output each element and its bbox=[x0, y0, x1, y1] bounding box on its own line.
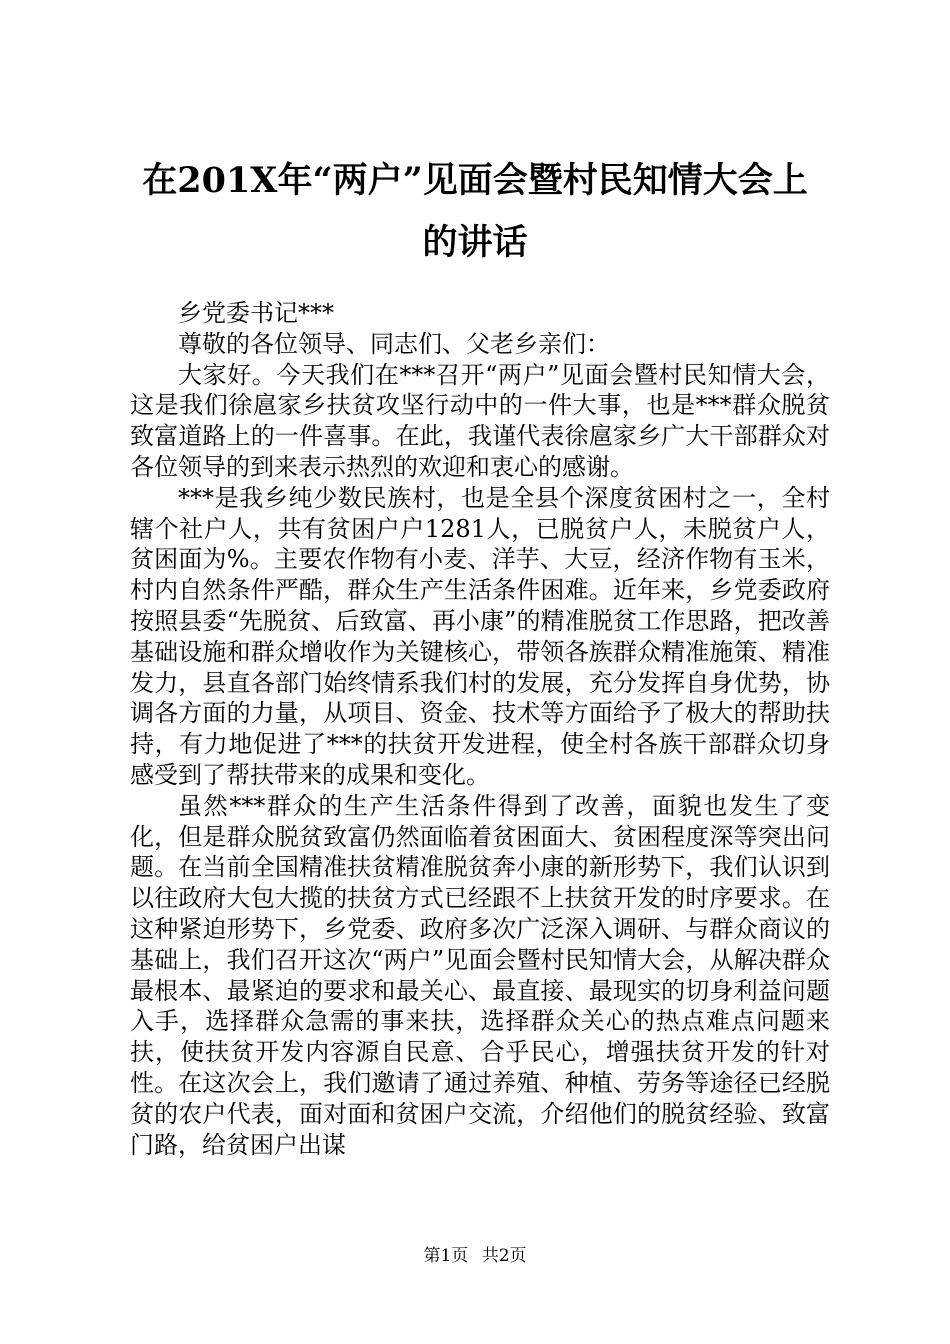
salutation: 尊敬的各位领导、同志们、父老乡亲们： bbox=[178, 329, 610, 358]
title-line-2: 的讲话 bbox=[422, 222, 528, 263]
page-total: 共2页 bbox=[481, 1246, 527, 1266]
title-line-1: 在201X年“两户”见面会暨村民知情大会上 bbox=[142, 160, 808, 201]
page-footer bbox=[0, 1245, 950, 1267]
document-body bbox=[130, 298, 830, 1160]
paragraph-3: 虽然***群众的生产生活条件得到了改善，面貌也发生了变化，但是群众脱贫致富仍然面临着贫困面大、贫困程度深等突出问题。在当前全国精准扶贫精准脱贫奔小康的新形势下，我们认识到以往政府大包大揽的扶贫方式已经跟不上扶贫开发的时序要求。在这种紧迫形势下，乡党委、政府多次广泛深入调研、与群众商议的基础上，我们召开这次“两户”见面会暨村民知情大会，从解决群众最根本、最紧迫的要求和最关心、最直接、最现实的切身利益问题入手，选择群众急需的事来扶，选择群众关心的热点难点问题来扶，使扶贫开发内容源自民意、合乎民心，增强扶贫开发的针对性。在这次会上，我们邀请了通过养殖、种植、劳务等途径已经脱贫的农户代表，面对面和贫困户交流，介绍他们的脱贫经验、致富门路，给贫困户出谋 bbox=[130, 791, 830, 1159]
paragraph-1: 大家好。今天我们在***召开“两户”见面会暨村民知情大会，这是我们徐扈家乡扶贫攻坚行动中的一件大事，也是***群众脱贫致富道路上的一件喜事。在此，我谨代表徐扈家乡广大干部群众对各位领导的到来表示热烈的欢迎和衷心的感谢。 bbox=[130, 360, 830, 481]
paragraph-2: ***是我乡纯少数民族村，也是全县个深度贫困村之一，全村辖个社户人，共有贫困户户1281人，已脱贫户人，未脱贫户人，贫困面为%。主要农作物有小麦、洋芋、大豆，经济作物有玉米，村内自然条件严酷，群众生产生活条件困难。近年来，乡党委政府按照县委“先脱贫、后致富、再小康”的精准脱贫工作思路，把改善基础设施和群众增收作为关键核心，带领各族群众精准施策、精准发力，县直各部门始终情系我们村的发展，充分发挥自身优势，协调各方面的力量，从项目、资金、技术等方面给予了极大的帮助扶持，有力地促进了***的扶贫开发进程，使全村各族干部群众切身感受到了帮扶带来的成果和变化。 bbox=[130, 483, 830, 789]
author-line: 乡党委书记*** bbox=[178, 299, 334, 327]
document-title bbox=[120, 150, 830, 274]
page-number: 第1页 bbox=[423, 1246, 469, 1266]
